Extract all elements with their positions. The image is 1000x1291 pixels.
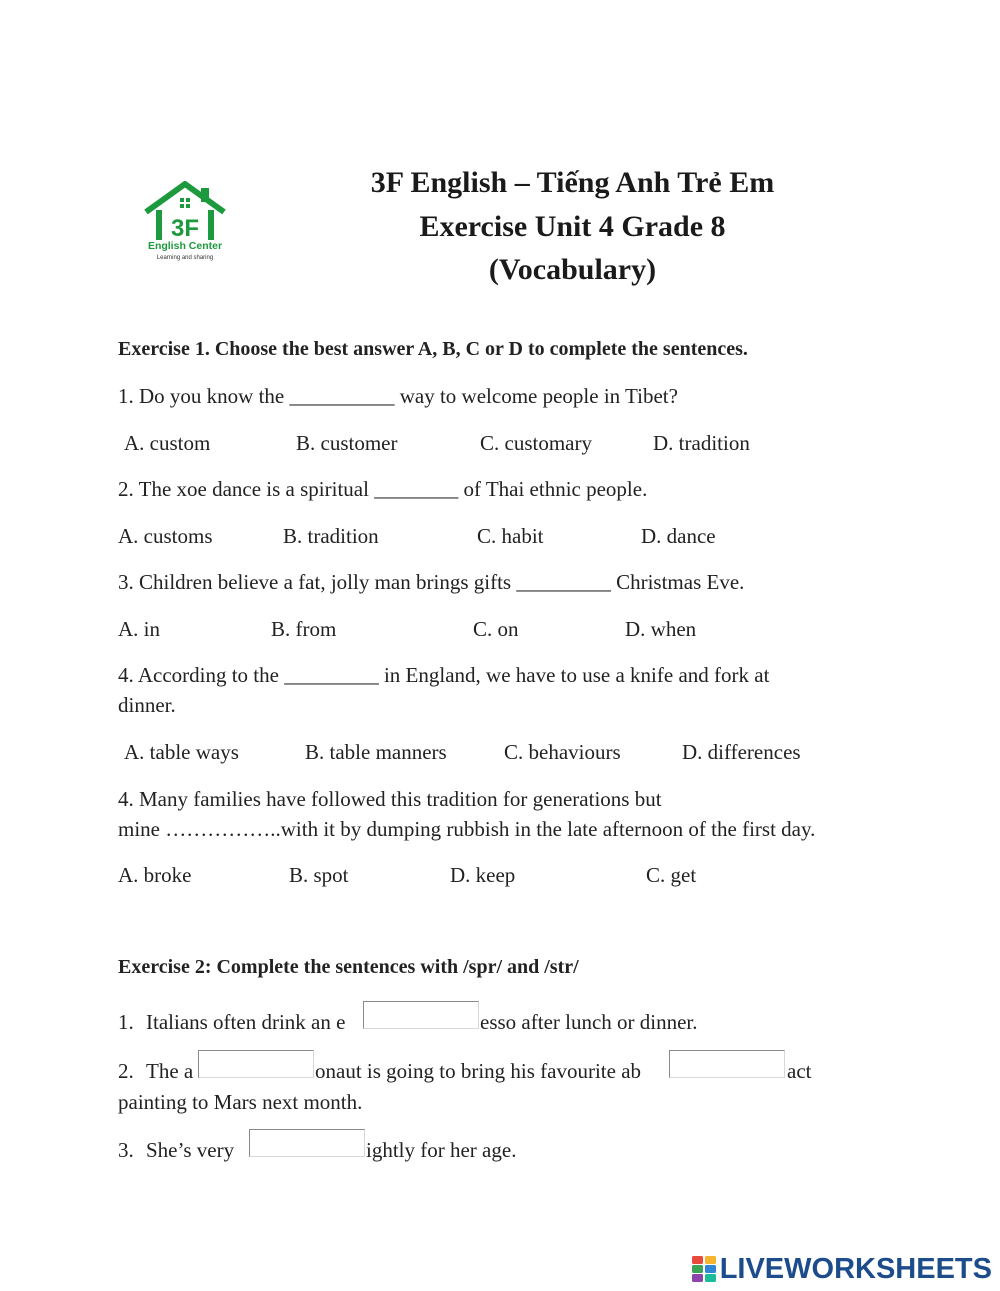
q1-option-d: D. tradition (653, 431, 750, 455)
ex2-s1-answer-input[interactable] (363, 1001, 479, 1029)
question-5-line-1: 4. Many families have followed this tradition for generations but (118, 787, 662, 811)
question-4-line-2: dinner. (118, 693, 176, 717)
q3-option-d: D. when (625, 617, 697, 641)
q2-option-a: A. customs (118, 524, 213, 548)
ex2-s3-after: ightly for her age. (366, 1138, 517, 1162)
ex2-num-2: 2. (118, 1059, 134, 1083)
ex2-s2-line-2: painting to Mars next month. (118, 1090, 363, 1114)
question-3: 3. Children believe a fat, jolly man brings gifts _________ Christmas Eve. (118, 570, 745, 594)
title-line-1: 3F English – Tiếng Anh Trẻ Em (370, 166, 775, 199)
ex2-s1-before: Italians often drink an e (146, 1010, 346, 1034)
liveworksheets-logo (692, 1254, 992, 1284)
q4-option-d: D. differences (682, 740, 801, 764)
q3-option-a: A. in (118, 617, 160, 641)
logo-mark: 3F (170, 215, 200, 242)
question-5-line-2: mine ……………..with it by dumping rubbish in the late afternoon of the first day. (118, 817, 816, 841)
q4-option-a: A. table ways (124, 740, 239, 764)
q2-option-c: C. habit (477, 524, 544, 548)
q4-option-c: C. behaviours (504, 740, 621, 764)
q1-option-c: C. customary (480, 431, 592, 455)
ex2-s2-answer-2-input[interactable] (669, 1050, 785, 1078)
q2-option-b: B. tradition (283, 524, 379, 548)
title-line-2: Exercise Unit 4 Grade 8 (419, 210, 726, 243)
question-2: 2. The xoe dance is a spiritual ________ of Thai ethnic people. (118, 477, 648, 501)
liveworksheets-icon (692, 1256, 716, 1282)
3f-english-center-logo (140, 178, 230, 268)
ex2-s3-answer-input[interactable] (249, 1129, 365, 1157)
ex2-s2-middle: onaut is going to bring his favourite ab (315, 1059, 642, 1083)
q5-option-a: A. broke (118, 863, 192, 887)
q5-option-d: D. keep (450, 863, 516, 887)
q3-option-b: B. from (271, 617, 337, 641)
q1-option-b: B. customer (296, 431, 398, 455)
ex2-s2-before: The a (146, 1059, 194, 1083)
ex2-s1-after: esso after lunch or dinner. (480, 1010, 698, 1034)
ex2-s3-before: She’s very (146, 1138, 235, 1162)
logo-name: English Center (147, 240, 223, 252)
q3-option-c: C. on (473, 617, 519, 641)
ex2-s2-after: act (787, 1059, 812, 1083)
q5-option-b: B. spot (289, 863, 349, 887)
title-line-3: (Vocabulary) (488, 253, 657, 286)
q4-option-b: B. table manners (305, 740, 447, 764)
exercise-1-heading: Exercise 1. Choose the best answer A, B, C or D to complete the sentences. (118, 338, 748, 360)
logo-tagline: Learning and sharing (156, 255, 214, 261)
question-1: 1. Do you know the __________ way to welcome people in Tibet? (118, 384, 678, 408)
liveworksheets-wordmark: LIVEWORKSHEETS (719, 1252, 992, 1285)
question-4-line-1: 4. According to the _________ in England, we have to use a knife and fork at (118, 663, 770, 687)
ex2-s2-answer-1-input[interactable] (198, 1050, 314, 1078)
q1-option-a: A. custom (124, 431, 211, 455)
ex2-num-1: 1. (118, 1010, 134, 1034)
q2-option-d: D. dance (641, 524, 716, 548)
q5-option-c: C. get (646, 863, 697, 887)
ex2-num-3: 3. (118, 1138, 134, 1162)
exercise-2-heading: Exercise 2: Complete the sentences with /spr/ and /str/ (118, 956, 579, 978)
